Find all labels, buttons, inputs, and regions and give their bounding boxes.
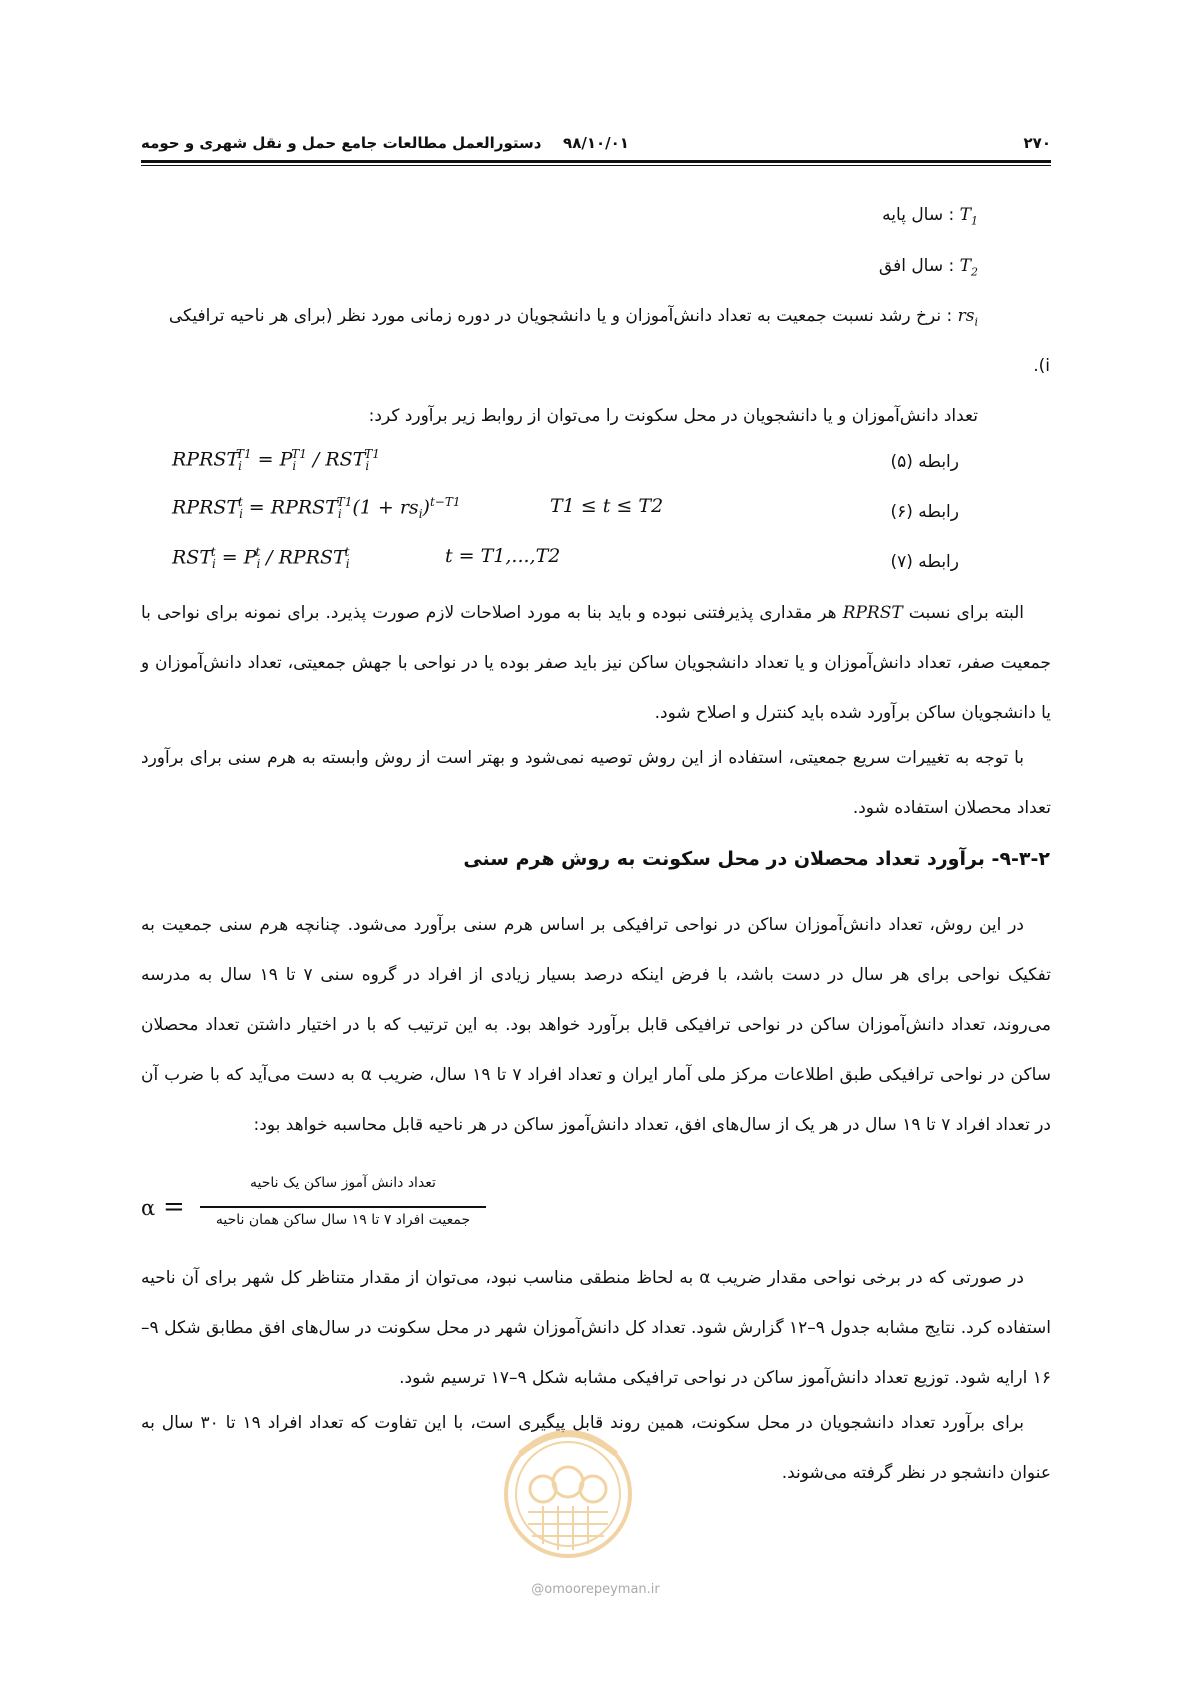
para1-before: البته برای نسبت xyxy=(908,603,1024,623)
rs-continuation: i). xyxy=(1033,356,1050,376)
header-date: ۹۸/۱۰/۰۱ xyxy=(563,134,629,152)
rs-symbol: $rs_i$ xyxy=(957,306,978,329)
t2-symbol: $T_2$ xyxy=(959,256,978,279)
fraction-denominator: جمعیت افراد ۷ تا ۱۹ سال ساکن همان ناحیه xyxy=(215,1212,471,1228)
equation-6-range: T1 ≤ t ≤ T2 xyxy=(550,495,664,517)
intro-text: تعداد دانش‌آموزان و یا دانشجویان در محل سکونت را می‌توان از روابط زیر برآورد کرد: xyxy=(368,406,978,426)
equation-5-label: رابطه (۵) xyxy=(890,452,959,472)
paragraph-university-students: برای برآورد تعداد دانشجویان در محل سکونت، همین روند قابل پیگیری است، با این تفاوت که تعداد افراد ۱۹ تا ۳۰ سال به عنوان دانشجو در نظر گرفته می‌شوند. xyxy=(141,1413,1051,1483)
section-heading: ۹-۳-۲- برآورد تعداد محصلان در محل سکونت به روش هرم سنی xyxy=(463,848,1050,870)
header-rule-thin xyxy=(141,165,1051,166)
definition-t2: $T_2$ : سال افق xyxy=(878,256,978,279)
equation-7-range: t = T1,...,T2 xyxy=(445,545,561,567)
alpha-symbol: α xyxy=(141,1196,156,1220)
fraction-bar xyxy=(200,1206,486,1208)
equation-6-label: رابطه (۶) xyxy=(890,502,959,522)
paragraph-rprst xyxy=(141,588,1051,738)
equation-7: $RST_i^t = P_i^t$ / $RPRST_i^t$ xyxy=(172,545,350,572)
running-header xyxy=(141,128,1051,158)
definition-t1: $T_1$ : سال پایه xyxy=(882,205,978,228)
header-title: دستورالعمل مطالعات جامع حمل و نقل شهری و حومه xyxy=(141,134,542,152)
t1-symbol: $T_1$ xyxy=(959,205,978,228)
equation-6: $RPRST_i^t$ = $RPRST_i^{T1}(1 + rs_i)^{t-T1}$ xyxy=(172,495,461,522)
equation-5: $RPRST_i^{T1} = P_i^{T1} / RST_i^{T1}$ xyxy=(172,447,380,474)
fraction-numerator: تعداد دانش آموز ساکن یک ناحیه xyxy=(250,1175,436,1191)
definition-rs: $rs_i$ : نرخ رشد نسبت جمعیت به تعداد دانش‌آموزان و یا دانشجویان در دوره زمانی مورد نظر (برای هر ناحیه ترافیکی xyxy=(168,306,978,329)
watermark-logo-icon xyxy=(498,1414,638,1564)
paragraph-age-pyramid: در این روش، تعداد دانش‌آموزان ساکن در نواحی ترافیکی بر اساس هرم سنی برآورد می‌شود. چنانچه هرم سنی جمعیت به تفکیک نواحی برای هر سال در دست باشد، با فرض اینکه درصد بسیار زیادی از افراد در گروه سنی ۷ تا ۱۹ سال به مدرسه می‌روند، تعداد دانش‌آموزان ساکن در نواحی ترافیکی قابل برآورد خواهد بود. به این ترتیب که با در اختیار داشتن تعداد محصلان ساکن در نواحی ترافیکی طبق اطلاعات مرکز ملی آمار ایران و تعداد افراد ۷ تا ۱۹ سال، ضریب α به دست می‌آید که با ضرب آن در تعداد افراد ۷ تا ۱۹ سال در هر یک از سال‌های افق، تعداد دانش‌آموز ساکن در هر ناحیه قابل محاسبه خواهد بود: xyxy=(141,915,1052,1135)
para1-after: هر مقداری پذیرفتنی نبوده و باید بنا به مورد اصلاحات لازم صورت پذیرد. برای نمونه برای نواحی با جمعیت صفر، تعداد دانش‌آموزان و یا تعداد دانشجویان ساکن نیز باید صفر بوده یا در نواحی با جهش جمعیتی، تعداد دانش‌آموزان و یا دانشجویان ساکن برآورد شده باید کنترل و اصلاح شود. xyxy=(141,603,1051,723)
rprst-term: RPRST xyxy=(842,603,903,623)
paragraph-recommendation: با توجه به تغییرات سریع جمعیتی، استفاده از این روش توصیه نمی‌شود و بهتر است از روش وابسته به هرم سنی برای برآورد تعداد محصلان استفاده شود. xyxy=(141,748,1051,818)
equation-7-label: رابطه (۷) xyxy=(890,552,959,572)
paragraph-alpha-adjust: در صورتی که در برخی نواحی مقدار ضریب α به لحاظ منطقی مناسب نبود، می‌توان از مقدار متناظر کل شهر برای آن ناحیه استفاده کرد. نتایج مشابه جدول ۹–۱۲ گزارش شود. تعداد کل دانش‌آموزان شهر در محل سکونت در سال‌های افق مطابق شکل ۹–۱۶ ارایه شود. توزیع تعداد دانش‌آموز ساکن در نواحی ترافیکی مشابه شکل ۹–۱۷ ترسیم شود. xyxy=(141,1268,1051,1388)
rs-label: نرخ رشد نسبت جمعیت به تعداد دانش‌آموزان و یا دانشجویان در دوره زمانی مورد نظر (برای هر ناحیه ترافیکی xyxy=(168,306,942,326)
header-rule xyxy=(141,160,1051,163)
watermark-url: @omoorepeyman.ir xyxy=(531,1582,660,1597)
t2-label: سال افق xyxy=(878,256,944,276)
equals-sign: = xyxy=(163,1192,185,1222)
t1-label: سال پایه xyxy=(882,205,944,225)
page-number: ۲۷۰ xyxy=(1023,134,1051,152)
